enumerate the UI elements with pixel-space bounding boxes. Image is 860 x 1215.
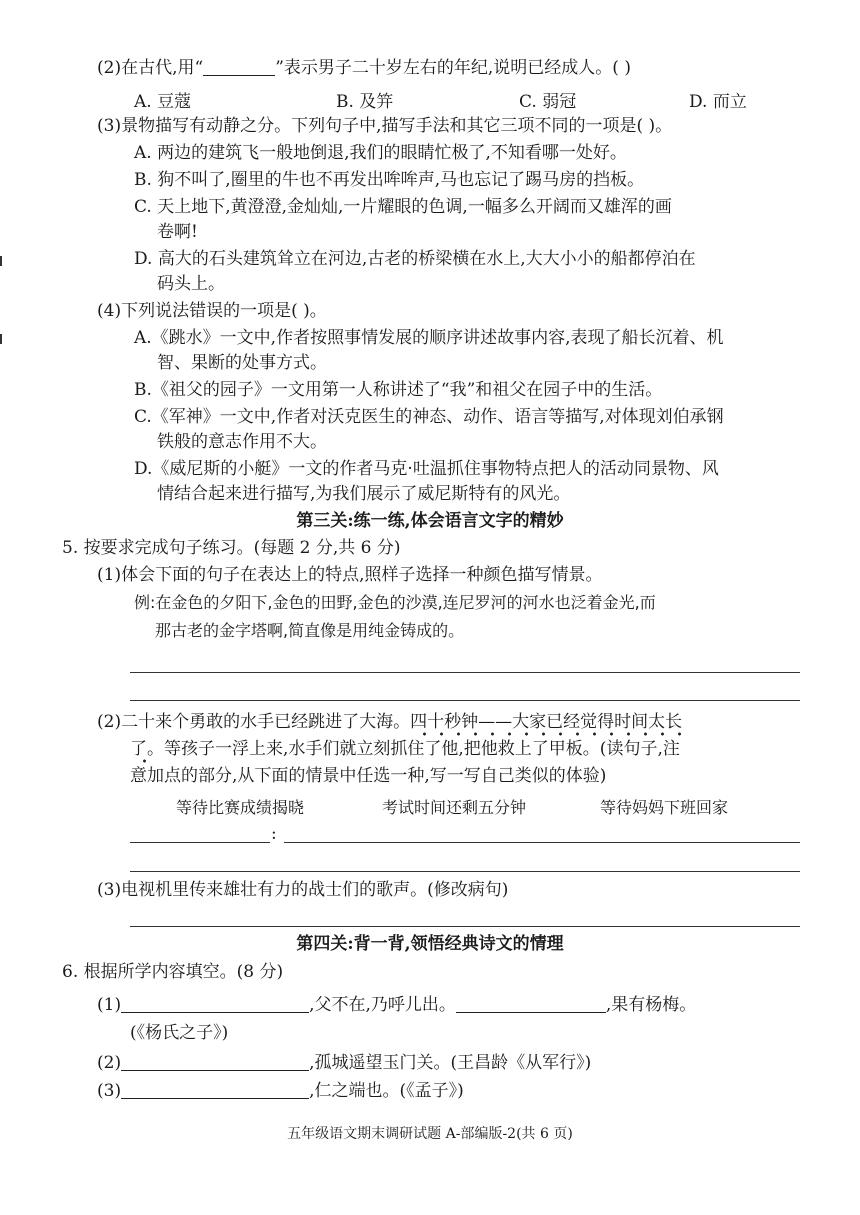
answer-line[interactable] [130, 700, 800, 701]
q4-item3-option-d[interactable]: D. 高大的石头建筑耸立在河边,古老的桥梁横在水上,大大小小的船都停泊在 [134, 249, 696, 269]
answer-blank[interactable] [121, 1080, 309, 1099]
q6-stem: 6. 根据所学内容填空。(8 分) [62, 962, 284, 982]
q4-item4-option-c-cont: 铁般的意志作用不大。 [157, 432, 327, 452]
q6-item1-source: (《杨氏之子》) [130, 1023, 229, 1043]
q4-item3-stem: (3)景物描写有动静之分。下列句子中,描写手法和其它三项不同的一项是( )。 [97, 116, 673, 136]
q4-item3-option-a[interactable]: A. 两边的建筑飞一般地倒退,我们的眼睛忙极了,不知看哪一处好。 [134, 143, 627, 163]
q4-item3-option-c[interactable]: C. 天上地下,黄澄澄,金灿灿,一片耀眼的色调,一幅多么开阔而又雄浑的画 [134, 197, 672, 217]
q5-item3-stem: (3)电视机里传来雄壮有力的战士们的歌声。(修改病句) [97, 880, 509, 900]
dotted-emphasis: 了 [130, 739, 147, 764]
colon: : [271, 824, 277, 844]
dotted-emphasis: 四十秒钟——大家已经觉得时间太长 [410, 712, 682, 737]
option-c[interactable]: C. 弱冠 [519, 92, 577, 112]
q4-item4-option-c[interactable]: C.《军神》一文中,作者对沃克医生的神态、动作、语言等描写,对体现刘伯承钢 [134, 407, 724, 427]
q4-item3-option-c-cont: 卷啊! [157, 222, 198, 242]
option-b[interactable]: B. 及笄 [336, 92, 394, 112]
answer-line[interactable] [130, 871, 800, 872]
q5-item2-line2: 了。等孩子一浮上来,水手们就立刻抓住了他,把他救上了甲板。(读句子,注 [130, 737, 680, 761]
q4-item4-option-a-cont: 智、果断的处事方式。 [157, 353, 327, 373]
q4-item4-option-d[interactable]: D.《威尼斯的小艇》一文的作者马克·吐温抓住事物特点把人的活动同景物、风 [134, 459, 719, 479]
section3-title: 第三关:练一练,体会语言文字的精妙 [296, 511, 564, 531]
q4-item4-option-a[interactable]: A.《跳水》一文中,作者按照事情发展的顺序讲述故事内容,表现了船长沉着、机 [134, 328, 724, 348]
scene-option[interactable]: 等待比赛成绩揭晓 [176, 798, 305, 817]
q4-item3-option-b[interactable]: B. 狗不叫了,圈里的牛也不再发出哞哞声,马也忘记了踢马房的挡板。 [134, 170, 645, 190]
option-a[interactable]: A. 豆蔻 [134, 92, 192, 112]
q5-stem: 5. 按要求完成句子练习。(每题 2 分,共 6 分) [62, 538, 401, 558]
answer-blank[interactable] [203, 57, 275, 76]
page-footer: 五年级语文期末调研试题 A-部编版-2(共 6 页) [287, 1126, 573, 1142]
q5-item2-line1: (2)二十来个勇敢的水手已经跳进了大海。四十秒钟——大家已经觉得时间太长 [97, 710, 682, 734]
q4-item2-stem: (2)在古代,用“ ”表示男子二十岁左右的年纪,说明已经成人。( ) [97, 58, 631, 78]
binding-mark [0, 256, 8, 266]
q4-item4-option-d-cont: 情结合起来进行描写,为我们展示了威尼斯特有的风光。 [157, 484, 571, 504]
answer-line[interactable] [284, 842, 800, 843]
q4-item2-options [134, 87, 834, 111]
scene-option[interactable]: 考试时间还剩五分钟 [382, 798, 527, 817]
q4-item4-stem: (4)下列说法错误的一项是( )。 [97, 301, 327, 321]
scene-option[interactable]: 等待妈妈下班回家 [600, 798, 729, 817]
answer-blank[interactable] [121, 1052, 309, 1071]
q5-item2-scenes [176, 795, 776, 819]
q5-item1-example-cont: 那古老的金字塔啊,简直像是用纯金铸成的。 [155, 621, 465, 640]
q6-item2: (2) ,孤城遥望玉门关。(王昌龄《从军行》) [97, 1053, 592, 1073]
answer-blank[interactable] [121, 994, 309, 1013]
answer-line[interactable] [130, 926, 800, 927]
q4-item4-option-b[interactable]: B.《祖父的园子》一文用第一人称讲述了“我”和祖父在园子中的生活。 [134, 380, 663, 400]
scene-blank[interactable] [130, 842, 270, 843]
binding-mark [0, 334, 8, 344]
q5-item1-stem: (1)体会下面的句子在表达上的特点,照样子选择一种颜色描写情景。 [97, 565, 603, 585]
q4-item3-option-d-cont: 码头上。 [157, 274, 225, 294]
q6-item3: (3) ,仁之端也。(《孟子》) [97, 1081, 464, 1101]
q6-item1: (1) ,父不在,乃呼儿出。 ,果有杨梅。 [97, 995, 697, 1015]
q5-item1-example: 例:在金色的夕阳下,金色的田野,金色的沙漠,连尼罗河的河水也泛着金光,而 [134, 593, 656, 612]
answer-line[interactable] [130, 672, 800, 673]
section4-title: 第四关:背一背,领悟经典诗文的情理 [296, 934, 564, 954]
option-d[interactable]: D. 而立 [689, 92, 747, 112]
answer-blank[interactable] [456, 994, 606, 1013]
q5-item2-line3: 意加点的部分,从下面的情景中任选一种,写一写自己类似的体验) [130, 766, 607, 786]
